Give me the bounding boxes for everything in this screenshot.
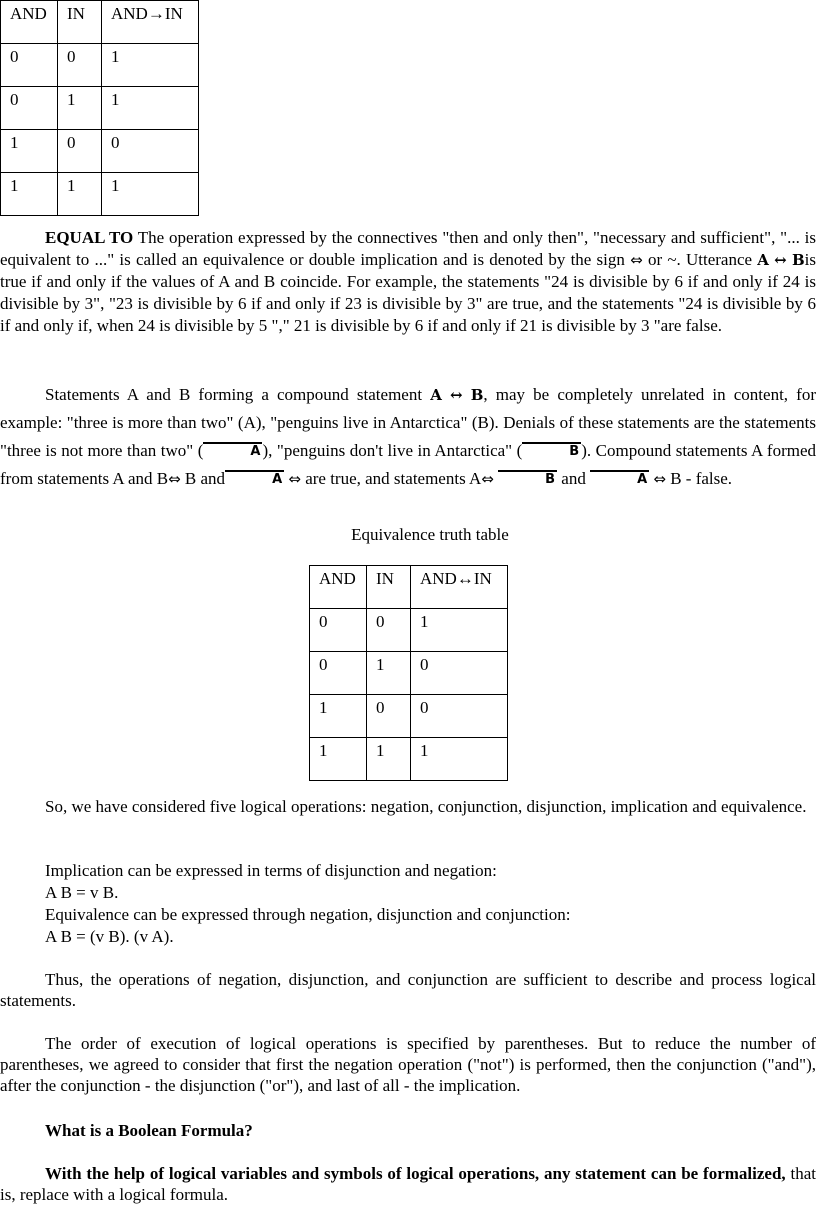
statements-paragraph [0, 381, 816, 493]
statements-text: B - false. [665, 469, 733, 488]
table-header-cell: AND [310, 566, 367, 609]
equal-to-text: or ~. Utterance [642, 250, 758, 269]
equivalence-formula: A B = (v B). (v A). [45, 927, 174, 946]
negated-a: A [225, 470, 284, 486]
statements-text: , may be completely unrelated in content, for example: "three is more than two" (A), "penguins live in Antarctica" (B). Denials of these statements are the statements "three is not more than two" ( [0, 385, 816, 460]
table-cell: 0 [367, 609, 411, 652]
table-header-cell: AND→IN [102, 1, 199, 44]
implication-intro: Implication can be expressed in terms of disjunction and negation: [45, 861, 497, 880]
table-cell: 1 [58, 87, 102, 130]
table-cell: 0 [367, 695, 411, 738]
table-cell: 1 [367, 652, 411, 695]
table-header-cell: IN [58, 1, 102, 44]
table-row [310, 609, 508, 652]
equivalence-table-caption: Equivalence truth table [351, 525, 509, 544]
table-row [1, 130, 199, 173]
table-row [310, 652, 508, 695]
formula-a: A [757, 251, 769, 269]
double-arrow-icon: ⇔ [288, 470, 301, 488]
statements-text: B and [180, 469, 226, 488]
double-arrow-icon: ⇔ [168, 470, 181, 488]
table-cell: 1 [411, 609, 508, 652]
statements-text: ), "penguins don't live in Antarctica" ( [262, 441, 523, 460]
formula-b: B [791, 251, 805, 269]
double-arrow-icon: ⇔ [630, 251, 643, 269]
sufficient-paragraph: Thus, the operations of negation, disjunction, and conjunction are sufficient to describe and process logical statements. [0, 970, 816, 1010]
table-cell: 1 [58, 173, 102, 216]
table-row [1, 173, 199, 216]
formula-b: B [470, 386, 484, 404]
order-paragraph: The order of execution of logical operations is specified by parentheses. But to reduce the number of parentheses, we agreed to consider that first the negation operation ("not") is performed, then the conjunction ("and"), after the conjunction - the disjunction ("or"), and last of all - the implication. [0, 1034, 816, 1095]
table-cell: 0 [411, 652, 508, 695]
double-arrow-icon: ⇔ [481, 470, 494, 488]
table-cell: 1 [102, 44, 199, 87]
implication-truth-table [0, 0, 199, 216]
equivalence-intro: Equivalence can be expressed through negation, disjunction and conjunction: [45, 905, 571, 924]
table-cell: 0 [1, 87, 58, 130]
negated-b: B [498, 470, 557, 486]
equivalence-truth-table [309, 565, 508, 781]
formalize-paragraph [0, 1163, 816, 1205]
boolean-formula-heading: What is a Boolean Formula? [45, 1121, 253, 1140]
formalize-text: that is, replace with a logical formula. [0, 1164, 816, 1204]
negated-a: A [590, 470, 649, 486]
table-cell: 0 [58, 130, 102, 173]
table-cell: 0 [411, 695, 508, 738]
table-cell: 1 [102, 173, 199, 216]
double-arrow-icon: ⇔ [653, 470, 666, 488]
negated-b: B [522, 442, 581, 458]
table-cell: 1 [367, 738, 411, 781]
table-cell: 0 [310, 652, 367, 695]
summary-paragraph: So, we have considered five logical operations: negation, conjunction, disjunction, implication and equivalence. [45, 797, 807, 816]
statements-text: Statements A and B forming a compound statement [45, 385, 431, 404]
equal-to-text: The operation expressed by the connectives "then and only then", "necessary and sufficient", "... is equivalent to ..." is called an equivalence or double implication and is denoted by the sign [0, 228, 816, 269]
table-row [1, 44, 199, 87]
table-cell: 1 [1, 130, 58, 173]
double-arrow-icon: ↔ [449, 386, 463, 404]
table-cell: 1 [310, 738, 367, 781]
formula-a: A [430, 386, 442, 404]
table-header-cell: AND↔IN [411, 566, 508, 609]
double-arrow-icon: ↔ [774, 251, 787, 269]
table-header-cell: AND [1, 1, 58, 44]
statements-text: and [557, 469, 591, 488]
table-cell: 1 [310, 695, 367, 738]
table-cell: 0 [102, 130, 199, 173]
statements-text: ). Compound statements A formed from statements A and B [0, 441, 816, 488]
table-header-row [310, 566, 508, 609]
implication-formula: A B = v B. [45, 883, 119, 902]
table-cell: 1 [102, 87, 199, 130]
table-cell: 1 [411, 738, 508, 781]
equal-to-text: is true if and only if the values of A and B coincide. For example, the statements "24 is divisible by 6 if and only if 24 is divisible by 3", "23 is divisible by 6 if and only if 23 is divisible by 3" are true, and the statements "24 is divisible by 6 if and only if, when 24 is divisible by 5 "," 21 is divisible by 6 if and only if 21 is divisible by 3 "are false. [0, 250, 816, 335]
table-cell: 0 [310, 609, 367, 652]
table-header-cell: IN [367, 566, 411, 609]
table-row [1, 87, 199, 130]
equal-to-paragraph [0, 227, 816, 337]
negated-a: A [203, 442, 262, 458]
table-row [310, 738, 508, 781]
table-cell: 1 [1, 173, 58, 216]
table-cell: 0 [1, 44, 58, 87]
statements-text: are true, and statements A [305, 469, 482, 488]
formalize-bold: With the help of logical variables and symbols of logical operations, any statement can be formalized, [45, 1164, 786, 1183]
equal-to-heading: EQUAL TO [45, 228, 134, 247]
table-header-row [1, 1, 199, 44]
table-cell: 0 [58, 44, 102, 87]
table-row [310, 695, 508, 738]
